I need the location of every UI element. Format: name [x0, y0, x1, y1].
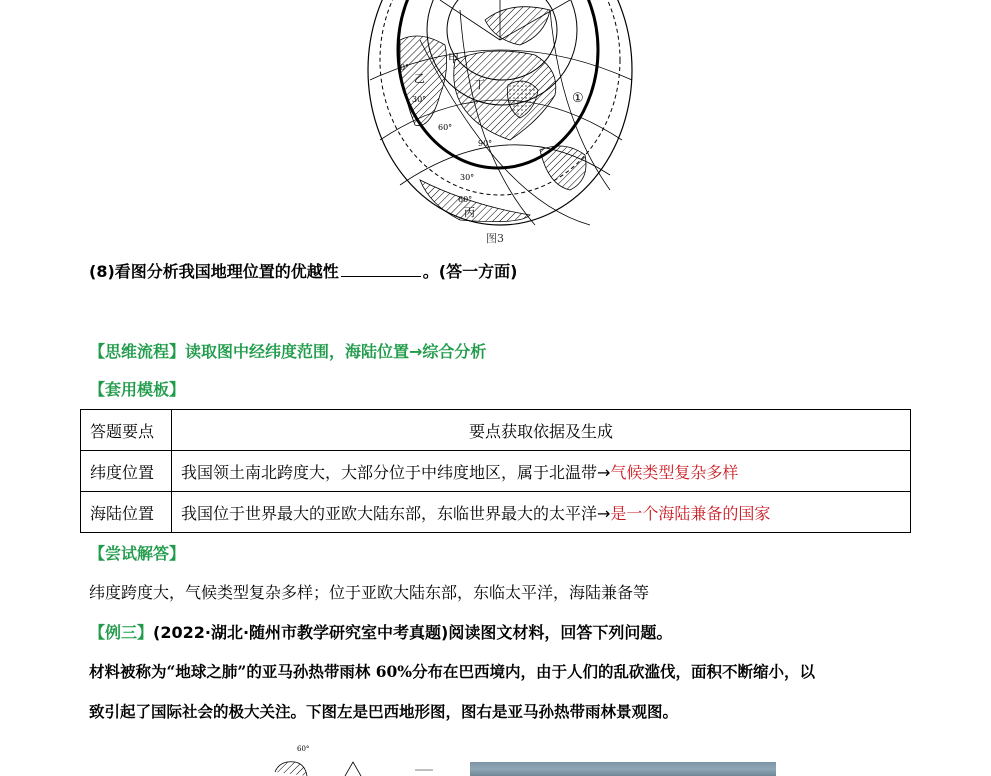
- basis-result: 气候类型复杂多样: [610, 462, 739, 482]
- table-row: [81, 492, 911, 533]
- label-lat-60: 60°: [438, 123, 453, 132]
- table-header-row: [81, 410, 911, 451]
- figure-caption: 图3: [486, 232, 504, 245]
- table-row-basis: [172, 451, 911, 492]
- table-row-key: 纬度位置: [81, 451, 172, 492]
- try-answer-tag: 【尝试解答】: [89, 544, 186, 563]
- basis-text: 我国领土南北跨度大，大部分位于中纬度地区，属于北温带→: [181, 462, 611, 482]
- thinking-text: 读取图中经纬度范围，海陆位置→综合分析: [185, 342, 487, 361]
- material-line-2: 致引起了国际社会的极大关注。下图左是巴西地形图，图右是亚马孙热带雨林景观图。: [89, 702, 679, 721]
- material-line-1: 材料被称为“地球之肺”的亚马孙热带雨林 60%分布在巴西境内，由于人们的乱砍滥伐，面积不断缩小，以: [89, 662, 816, 681]
- thinking-process: [89, 339, 486, 362]
- question-suffix: 。(答一方面): [422, 262, 518, 281]
- label-ding: 丁: [474, 78, 485, 91]
- basis-text: 我国位于世界最大的亚欧大陆东部，东临世界最大的太平洋→: [181, 503, 611, 523]
- label-south-60: 60°: [458, 195, 473, 204]
- example-tag: 【例三】: [89, 623, 154, 642]
- example-source: (2022·湖北·随州市教学研究室中考真题)阅读图文材料，回答下列问题。: [153, 623, 673, 642]
- template-table: [80, 409, 911, 533]
- thinking-tag: 【思维流程】: [89, 342, 186, 361]
- label-jia: 甲: [448, 52, 459, 65]
- label-bing: 丙: [464, 206, 475, 219]
- label-lon-90: 90°: [478, 139, 493, 148]
- table-row-basis: [172, 492, 911, 533]
- globe-map-figure: [360, 0, 650, 245]
- table-row-key: 海陆位置: [81, 492, 172, 533]
- table-row: [81, 451, 911, 492]
- answer-blank: [341, 262, 421, 277]
- label-circle-one: ①: [572, 91, 584, 106]
- table-header-cell: 要点获取依据及生成: [172, 410, 911, 451]
- label-lat-30: 30°: [412, 95, 427, 104]
- basis-result: 是一个海陆兼备的国家: [610, 503, 771, 523]
- answer-text: 纬度跨度大，气候类型复杂多样；位于亚欧大陆东部，东临太平洋，海陆兼备等: [89, 583, 650, 602]
- example-heading: [89, 620, 672, 643]
- table-header-cell: 答题要点: [81, 410, 172, 451]
- label-lat-0: 0°: [400, 63, 410, 72]
- label-south-30: 30°: [460, 173, 475, 182]
- question-prefix: (8)看图分析我国地理位置的优越性: [89, 262, 339, 281]
- brazil-terrain-map: [265, 742, 435, 776]
- template-tag: 【套用模板】: [89, 380, 186, 399]
- label-yi: 乙: [414, 72, 425, 85]
- question-8: [89, 259, 517, 282]
- map-lat-label: 60°: [297, 745, 310, 753]
- amazon-rainforest-photo: [470, 762, 776, 776]
